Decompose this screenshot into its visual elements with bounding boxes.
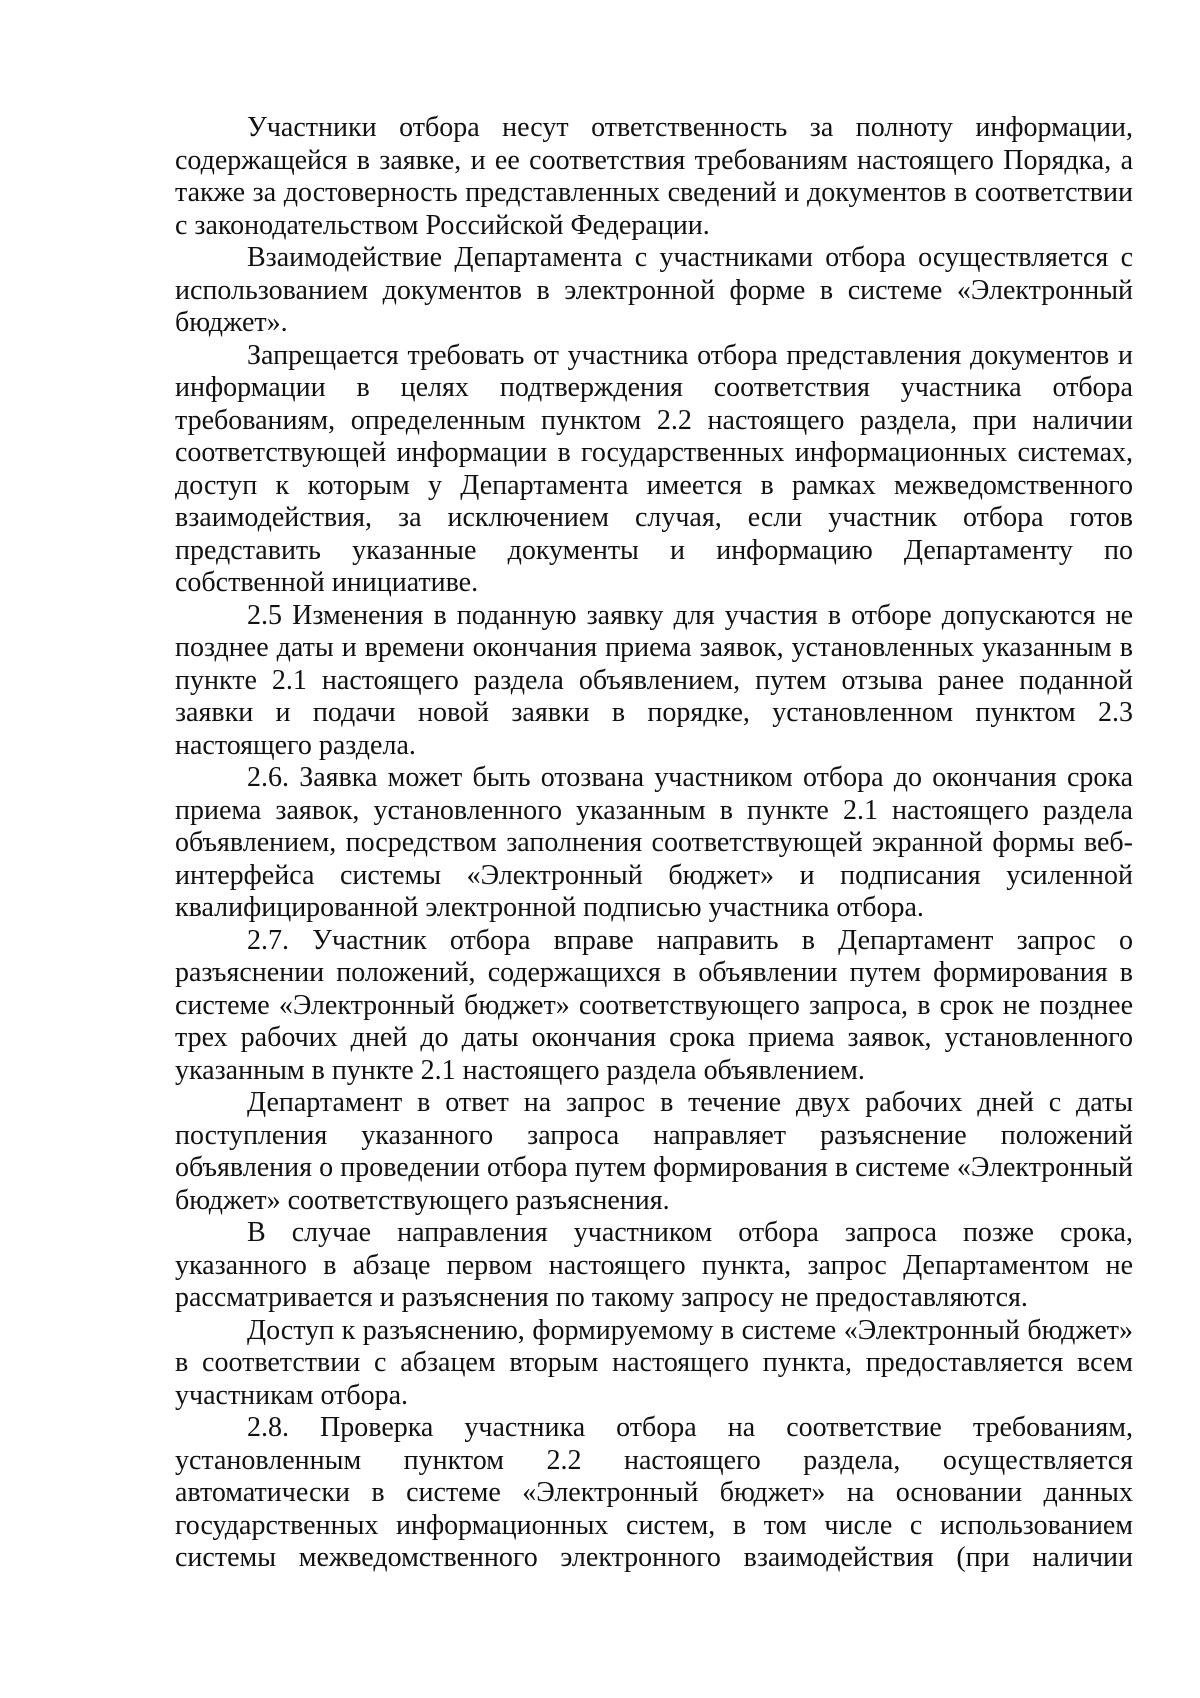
paragraph-late-request: В случае направления участником отбора запроса позже срока, указанного в абзаце первом настоящего пункта, запрос Департаментом не рассматривается и разъяснения по такому запросу не предоставляются. — [175, 1217, 1133, 1313]
paragraph-department-response: Департамент в ответ на запрос в течение двух рабочих дней с даты поступления указанного запроса направляет разъяснение положений объявления о проведении отбора путем формирования в системе «Электронный бюджет» соответствующего разъяснения. — [175, 1087, 1133, 1216]
paragraph-2-7: 2.7. Участник отбора вправе направить в Департамент запрос о разъяснении положений, содержащихся в объявлении путем формирования в системе «Электронный бюджет» соответствующего запроса, в срок не позднее трех рабочих дней до даты окончания срока приема заявок, установленного указанным в пункте 2.1 настоящего раздела объявлением. — [175, 924, 1133, 1086]
paragraph-2-8: 2.8. Проверка участника отбора на соответствие требованиям, установленным пунктом 2.2 настоящего раздела, осуществляется автоматически в системе «Электронный бюджет» на основании данных государственных информационных систем, в том числе с использованием системы межведомственного электронного взаимодействия (при наличии — [175, 1412, 1133, 1573]
paragraph-2-5: 2.5 Изменения в поданную заявку для участия в отборе допускаются не позднее даты и времени окончания приема заявок, установленных указанным в пункте 2.1 настоящего раздела объявлением, путем отзыва ранее поданной заявки и подачи новой заявки в порядке, установленном пунктом 2.3 настоящего раздела. — [175, 599, 1133, 761]
paragraph-responsibility: Участники отбора несут ответственность за полноту информации, содержащейся в заявке, и ее соответствия требованиям настоящего Порядка, а также за достоверность представленных сведений и документов в соответствии с законодательством Российской Федерации. — [175, 112, 1133, 241]
paragraph-prohibition: Запрещается требовать от участника отбора представления документов и информации в целях подтверждения соответствия участника отбора требованиям, определенным пунктом 2.2 настоящего раздела, при наличии соответствующей информации в государственных информационных системах, доступ к которым у Департамента имеется в рамках межведомственного взаимодействия, за исключением случая, если участник отбора готов представить указанные документы и информацию Департаменту по собственной инициативе. — [175, 339, 1133, 598]
document-page — [175, 112, 1133, 1575]
paragraph-access: Доступ к разъяснению, формируемому в системе «Электронный бюджет» в соответствии с абзацем вторым настоящего пункта, предоставляется всем участникам отбора. — [175, 1314, 1133, 1411]
paragraph-2-6: 2.6. Заявка может быть отозвана участником отбора до окончания срока приема заявок, установленного указанным в пункте 2.1 настоящего раздела объявлением, посредством заполнения соответствующей экранной формы веб-интерфейса системы «Электронный бюджет» и подписания усиленной квалифицированной электронной подписью участника отбора. — [175, 762, 1133, 923]
paragraph-interaction: Взаимодействие Департамента с участниками отбора осуществляется с использованием документов в электронной форме в системе «Электронный бюджет». — [175, 242, 1133, 338]
